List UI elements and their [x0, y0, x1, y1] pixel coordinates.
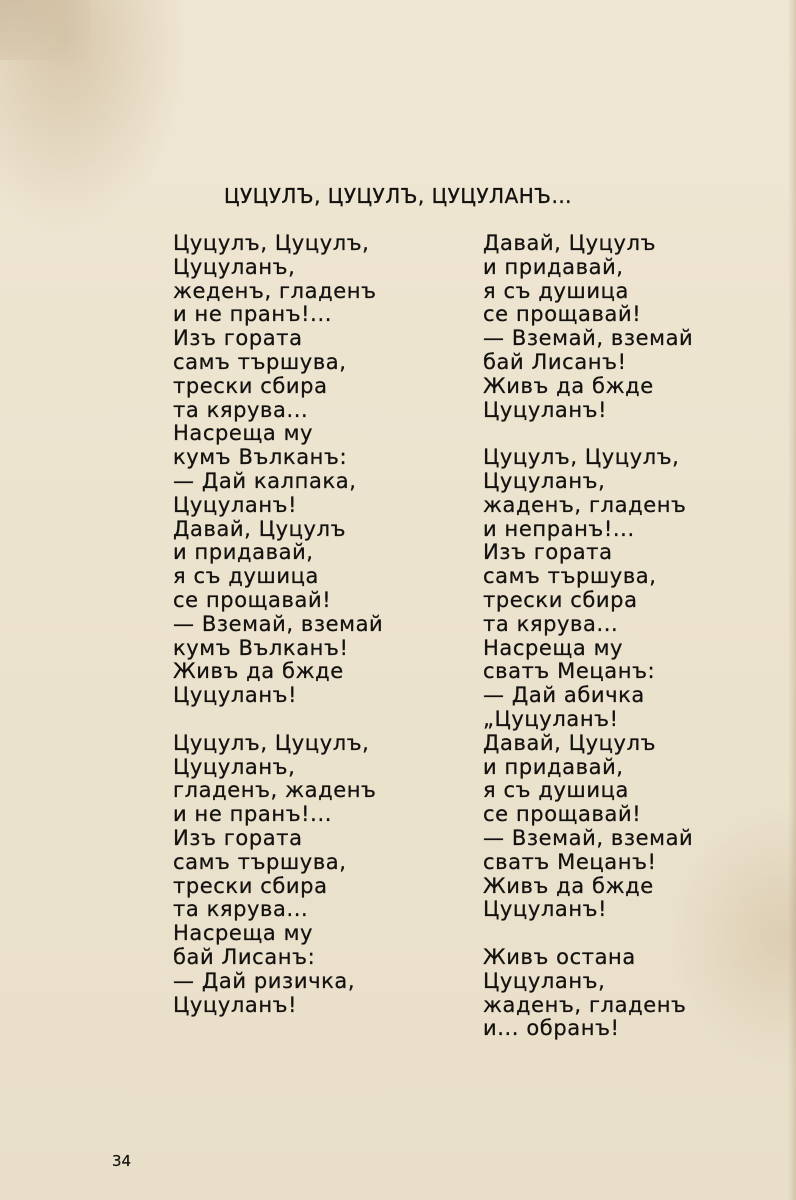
poem-line: Цуцуланъ!: [173, 992, 298, 1017]
poem-line: — Дай калпака,: [173, 468, 357, 493]
poem-line: сватъ Мецанъ!: [483, 849, 657, 874]
poem-line: гладенъ, жаденъ: [173, 778, 377, 803]
poem-line: Живъ да бжде: [483, 373, 654, 398]
poem-line: и не пранъ!...: [173, 302, 332, 327]
poem-line: самъ тършува,: [173, 849, 347, 874]
poem-line: Цуцулъ, Цуцулъ,: [173, 231, 370, 255]
poem-line: кумъ Вълканъ!: [173, 635, 349, 660]
poem-line: бай Лисанъ!: [483, 349, 627, 374]
page-number: 34: [112, 1152, 132, 1170]
poem-line: я съ душица: [483, 778, 629, 803]
poem-line: трески сбира: [173, 873, 328, 898]
poem-line: — Дай ризичка,: [173, 968, 356, 993]
poem-line: Цуцуланъ!: [483, 397, 608, 422]
poem-line: се прощавай!: [173, 587, 332, 612]
poem-line: я съ душица: [483, 278, 629, 303]
poem-line: Живъ да бжде: [173, 659, 344, 684]
poem-line: жеденъ, гладенъ: [173, 278, 377, 303]
poem-line: Насреща му: [173, 421, 314, 446]
poem-line: самъ тършува,: [173, 349, 347, 374]
poem-line: Давай, Цуцулъ: [483, 231, 657, 255]
poem-column-left: [173, 232, 383, 1017]
poem-title: ЦУЦУЛЪ, ЦУЦУЛЪ, ЦУЦУЛАНЪ...: [223, 184, 573, 208]
poem-line: „Цуцуланъ!: [483, 706, 619, 731]
poem-line: — Вземай, вземай: [483, 326, 694, 351]
poem-line: се прощавай!: [483, 802, 642, 827]
poem-line: Цуцуланъ!: [483, 897, 608, 922]
poem-line: Насреща му: [483, 635, 624, 660]
poem-line: та кярува...: [173, 397, 309, 422]
page-corner-stain: [0, 0, 90, 60]
poem-line: и... обранъ!: [483, 1016, 620, 1041]
poem-line: Живъ да бжде: [483, 873, 654, 898]
poem-line: жаденъ, гладенъ: [483, 492, 687, 517]
stanza-break: [483, 922, 693, 946]
poem-line: Цуцуланъ!: [173, 683, 298, 708]
poem-line: трески сбира: [483, 587, 638, 612]
poem-line: трески сбира: [173, 373, 328, 398]
poem-line: Цуцуланъ,: [483, 968, 606, 993]
poem-column-right: [483, 232, 693, 1041]
poem-line: Цуцуланъ,: [173, 754, 296, 779]
poem-line: Цуцулъ, Цуцулъ,: [173, 730, 370, 755]
stanza-break: [483, 422, 693, 446]
poem-line: и придавай,: [173, 540, 314, 565]
poem-line: Насреща му: [173, 921, 314, 946]
poem-line: — Вземай, вземай: [173, 611, 384, 636]
poem-line: Живъ остана: [483, 944, 636, 969]
poem-line: Давай, Цуцулъ: [173, 516, 347, 541]
poem-line: жаденъ, гладенъ: [483, 992, 687, 1017]
poem-line: Изъ гората: [173, 825, 303, 850]
poem-line: Цуцуланъ,: [483, 468, 606, 493]
poem-line: се прощавай!: [483, 302, 642, 327]
poem-line: и придавай,: [483, 254, 624, 279]
poem-line: и непранъ!...: [483, 516, 635, 541]
poem-line: самъ тършува,: [483, 564, 657, 589]
stanza-break: [173, 708, 383, 732]
poem-line: — Вземай, вземай: [483, 825, 694, 850]
poem-line: и не пранъ!...: [173, 802, 332, 827]
poem-line: Цуцуланъ,: [173, 254, 296, 279]
poem-line: Цуцуланъ!: [173, 492, 298, 517]
poem-line: та кярува...: [483, 611, 619, 636]
poem-line: я съ душица: [173, 564, 319, 589]
page-edge-shadow: [788, 0, 796, 1200]
poem-line: — Дай абичка: [483, 683, 645, 708]
poem-line: бай Лисанъ:: [173, 944, 316, 969]
poem-line: кумъ Вълканъ:: [173, 445, 348, 470]
poem-line: сватъ Мецанъ:: [483, 659, 656, 684]
poem-line: Давай, Цуцулъ: [483, 730, 657, 755]
poem-line: и придавай,: [483, 754, 624, 779]
poem-line: Изъ гората: [173, 326, 303, 351]
poem-line: Цуцулъ, Цуцулъ,: [483, 445, 680, 470]
poem-line: та кярува...: [173, 897, 309, 922]
poem-line: Изъ гората: [483, 540, 613, 565]
